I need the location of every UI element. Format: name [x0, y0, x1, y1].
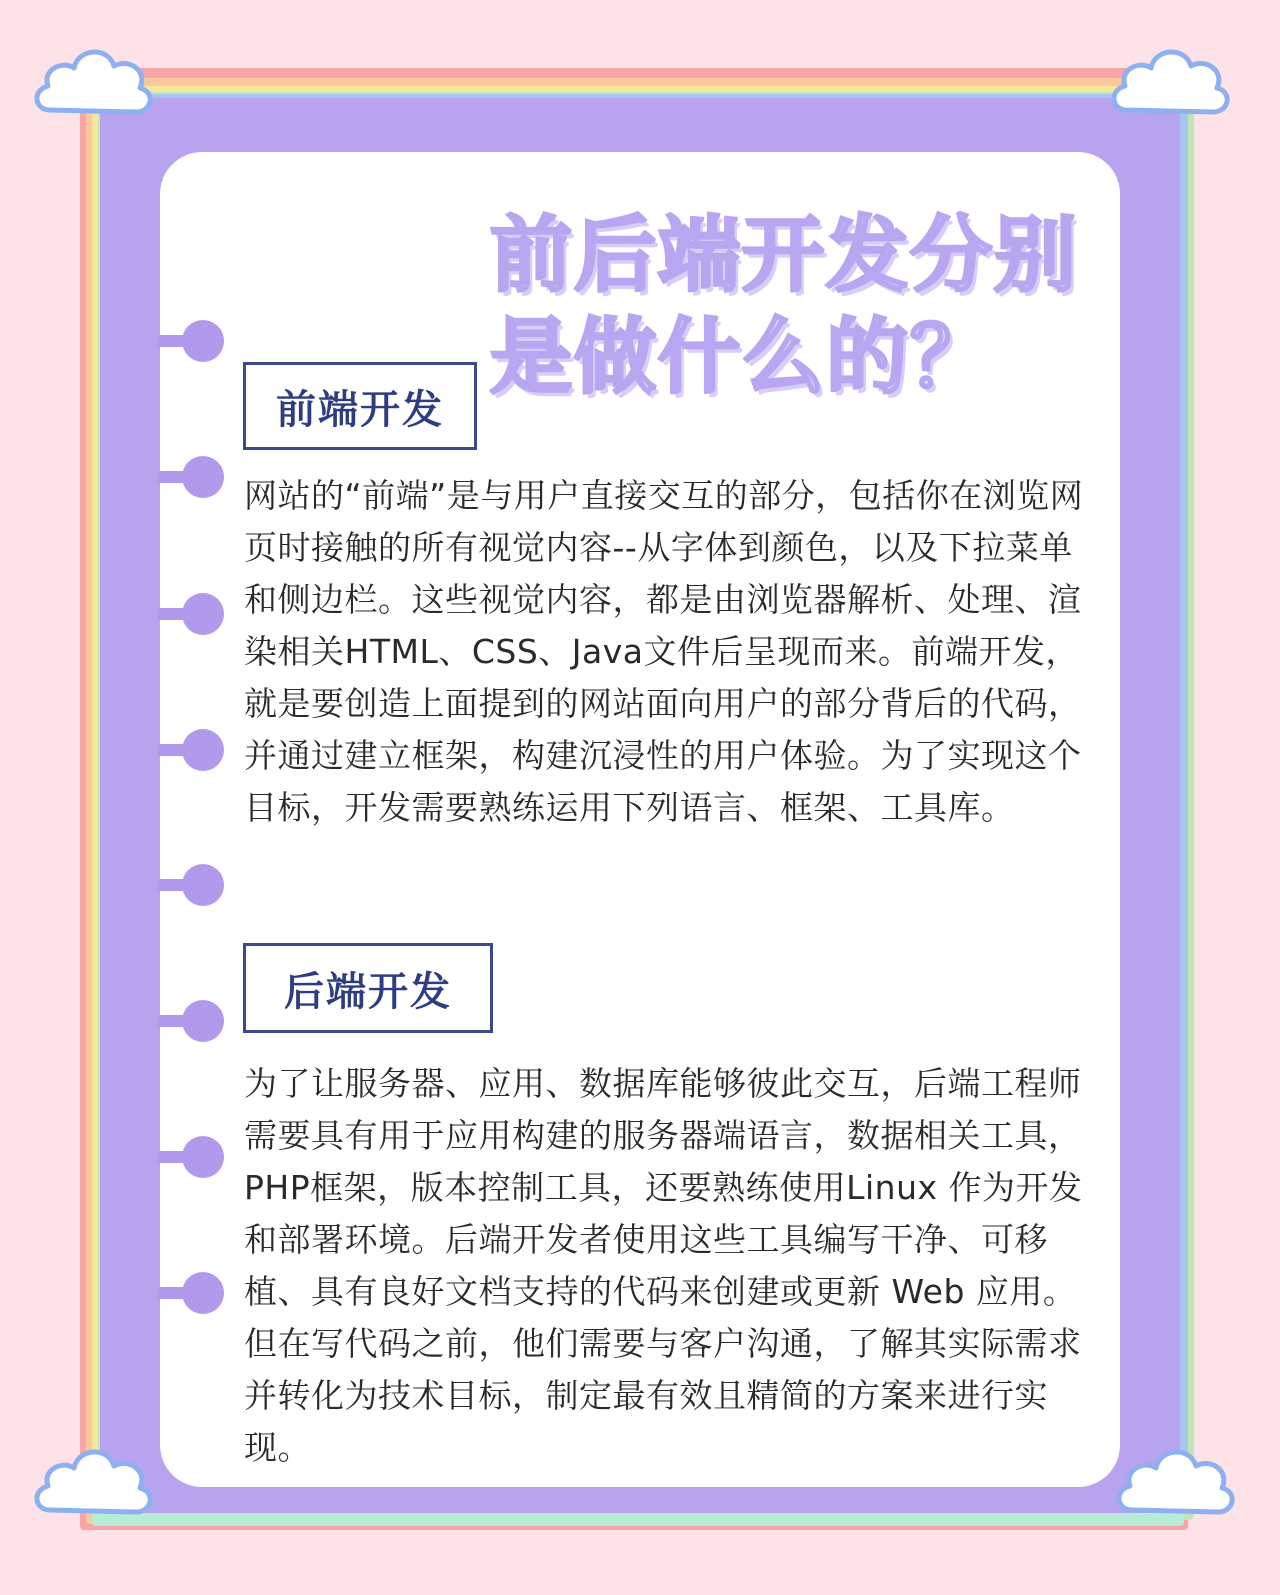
binder-ring-icon — [158, 1134, 222, 1180]
section-text-backend: 为了让服务器、应用、数据库能够彼此交互，后端工程师需要具有用于应用构建的服务器端语言，数据相关工具，PHP框架，版本控制工具，还要熟练使用Linux 作为开发和部署环境。后端开发者使用这些工具编写干净、可移植、具有良好文档支持的代码来创建或更新 Web 应用。但在写代码之前，他们需要与客户沟通，了解其实际需求并转化为技术目标，制定最有效且精简的方案来进行实现。 — [244, 1064, 1083, 1467]
binder-ring-icon — [158, 727, 222, 773]
binder-ring-icon — [158, 862, 222, 908]
cloud-icon — [1110, 1440, 1240, 1532]
title-line-1: 前后端开发分别 — [490, 208, 1079, 303]
section-text-frontend: 网站的“前端”是与用户直接交互的部分，包括你在浏览网页时接触的所有视觉内容--从字体到颜色，以及下拉菜单和侧边栏。这些视觉内容，都是由浏览器解析、处理、渲染相关HTML、CSS、Java文件后呈现而来。前端开发，就是要创造上面提到的网站面向用户的部分背后的代码，并通过建立框架，构建沉浸性的用户体验。为了实现这个目标，开发需要熟练运用下列语言、框架、工具库。 — [244, 476, 1084, 827]
section-label-frontend: 前端开发 — [243, 362, 477, 450]
title-line-2: 是做什么的？ — [490, 310, 995, 405]
binder-ring-icon — [158, 591, 222, 637]
binder-ring-icon — [158, 318, 222, 364]
cloud-icon — [28, 1440, 158, 1532]
page-title — [490, 205, 1110, 409]
binder-ring-icon — [158, 454, 222, 500]
section-label-backend: 后端开发 — [243, 943, 493, 1033]
cloud-icon — [28, 40, 158, 132]
cloud-icon — [1105, 40, 1235, 132]
binder-ring-icon — [158, 1270, 222, 1316]
binder-ring-icon — [158, 998, 222, 1044]
